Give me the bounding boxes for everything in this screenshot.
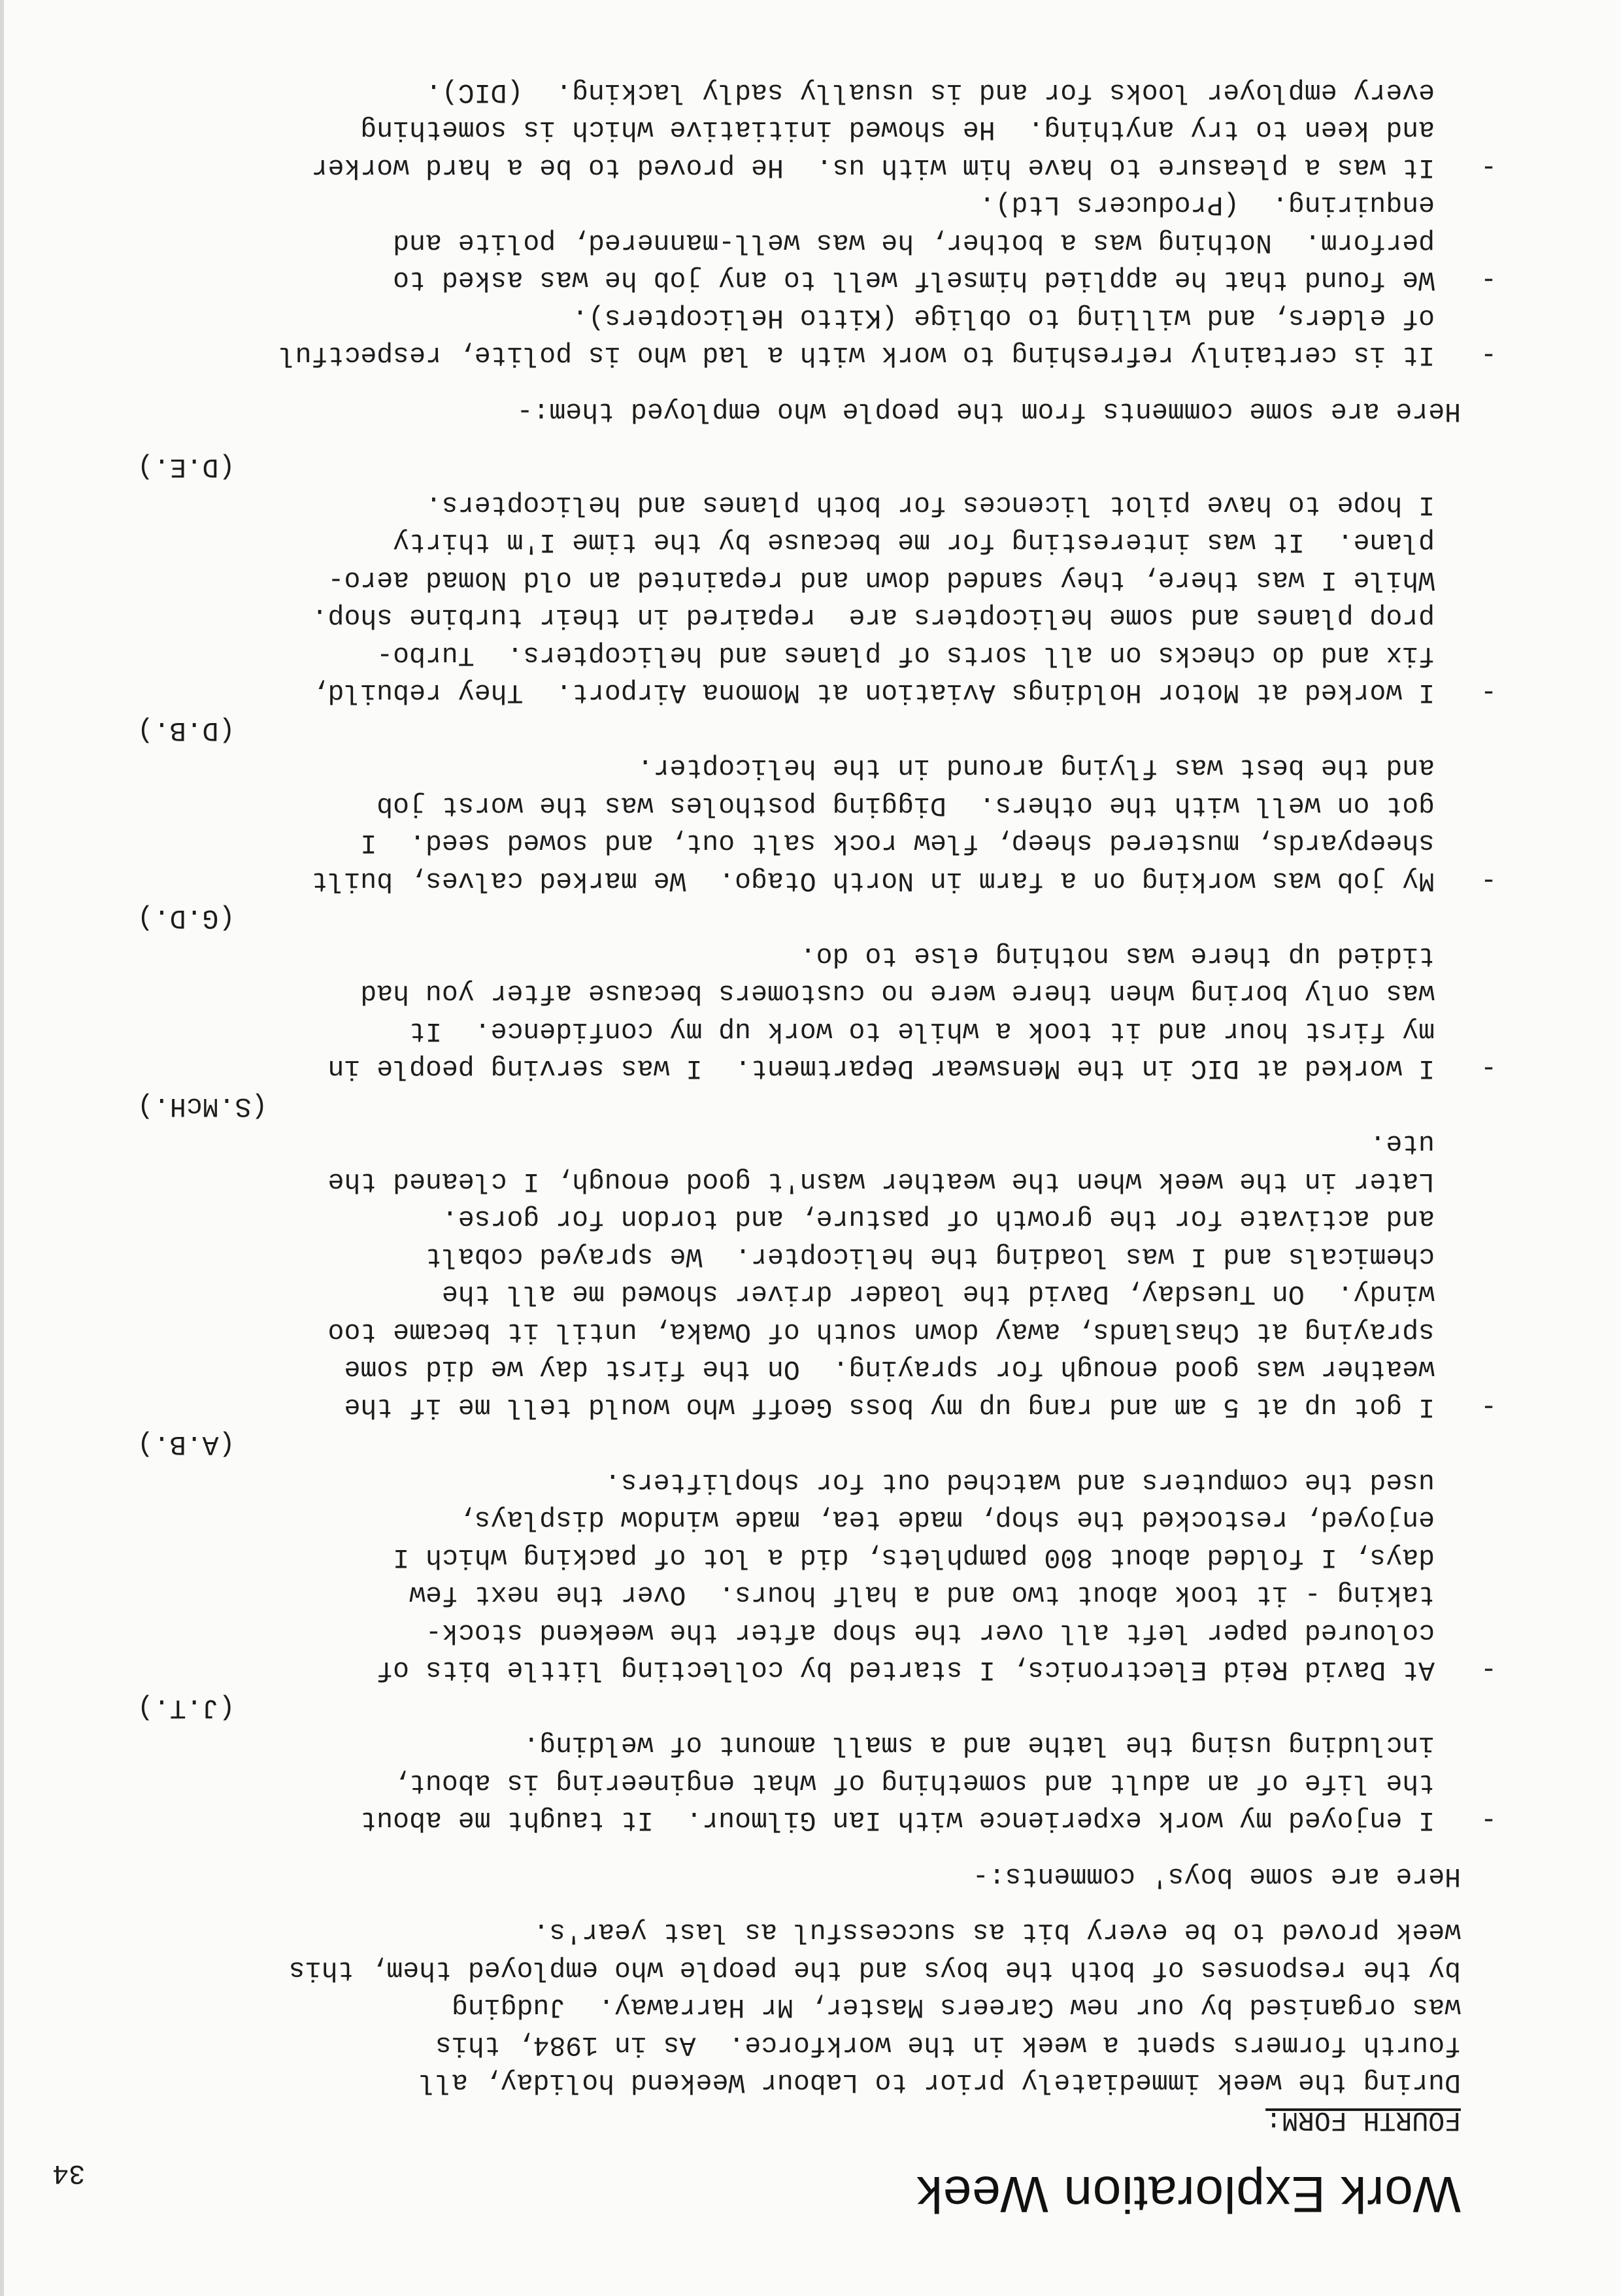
list-dash: -	[1480, 152, 1497, 182]
list-dash: -	[1480, 677, 1497, 708]
page-number: 34	[52, 2157, 86, 2189]
employer-comment	[118, 73, 1497, 186]
employer-comments-list	[118, 73, 1497, 374]
intro-paragraph: During the week immediately prior to Labour Weekend holiday, all fourth formers spent a week in the workforce. As in 1984, this was organised by our new Careers Master, Mr Harraway. Judging by the responses of both the boys and the people who employed them, this week proved to be every bit as successful as last year's.	[288, 1916, 1461, 2098]
list-dash: -	[1480, 1053, 1497, 1084]
boy-comment	[118, 711, 1497, 900]
comment-text: I enjoyed my work experience with Ian Gilmour. It taught me about the life of an adult and something of what engineering is about, including using the lathe and a small amount of welding.	[360, 1729, 1435, 1836]
comment-signature: (D.B.)	[137, 715, 235, 745]
list-dash: -	[1480, 865, 1497, 896]
employer-comments-heading: Here are some comments from the people who employed them:-	[516, 396, 1461, 426]
boys-comments-list	[118, 448, 1497, 1839]
comment-signature: (J.T.)	[137, 1692, 235, 1723]
scan-edge	[0, 0, 4, 2296]
employer-comment	[118, 299, 1497, 374]
comment-signature: (A.B.)	[137, 1428, 235, 1460]
boys-comments-heading: Here are some boys' comments:-	[972, 1861, 1461, 1891]
boy-comment	[118, 1087, 1497, 1426]
comment-text: I got up at 5 am and rang up my boss Geoff who would tell me if the weather was good enough for spraying. On the first day we did some spraying at Chaslands, away down south of Owaka, until it became too windy. On Tuesday, David the loader driver showed me all the chemicals and I was loading the helicopter. We sprayed cobalt and activate for the growth of pasture, and tordon for gorse. Later in the week when the weather wasn't good enough, I cleaned the ute.	[327, 1128, 1435, 1422]
comment-signature: (D.E.)	[137, 451, 235, 482]
list-dash: -	[1480, 339, 1497, 371]
list-dash: -	[1480, 1654, 1497, 1685]
section-heading	[118, 2101, 1461, 2139]
section-heading-text: FOURTH FORM:	[1265, 2104, 1461, 2135]
comment-text: I worked at Motor Holdings Aviation at Momona Airport. They rebuild, fix and do checks on all sorts of planes and helicopters. Turbo- prop planes and some helicopters are repaired in their turbine shop. While I was there, they sanded down and repainted an old Nomad aero- plane. It was interesting for me because by the time I'm thirty I hope to have pilot licences for both planes and helicopters.	[311, 489, 1435, 708]
comment-text: At David Reid Electronics, I started by collecting little bits of coloured paper left all over the shop after the weekend stock- taking - it took about two and a half hours. Over the next few days, I folded about 800 pamphlets, did a lot of packing which I enjoyed, restocked the shop, made tea, made window displays, used the computers and watched out for shoplifters.	[376, 1466, 1435, 1685]
page-content	[118, 73, 1497, 2225]
boy-comment	[118, 448, 1497, 711]
comment-text: It was a pleasure to have him with us. He proved to be a hard worker and keen to try anything. He showed initiative which is something every employer looks for and is usually sadly lacking. (DIC).	[311, 76, 1435, 182]
boy-comment	[118, 899, 1497, 1087]
comment-text: We found that he applied himself well to any job he was asked to perform. Nothing was a bother, he was well-mannered, polite and enquiring. (Producers Ltd).	[393, 189, 1435, 295]
list-dash: -	[1480, 1804, 1497, 1836]
comment-text: I worked at DIC in the Menswear Department. I was serving people in my first hour and it took a while to work up my confidence. It was only boring when there were no customers because after you had tidied up there was nothing else to do.	[327, 940, 1435, 1084]
boy-comment	[118, 1425, 1497, 1689]
page-title: Work Exploration Week	[916, 2166, 1461, 2223]
comment-text: My job was working on a farm in North Otago. We marked calves, built sheepyards, mustered sheep, flew rock salt out, and sowed seed. I got on well with the others. Digging postholes was the worst job and the best was flying around in the helicopter.	[311, 752, 1435, 896]
list-dash: -	[1480, 1391, 1497, 1422]
list-dash: -	[1480, 264, 1497, 295]
boy-comment	[118, 1689, 1497, 1839]
comment-signature: (S.McH.)	[137, 1090, 268, 1121]
comment-signature: (G.D.)	[137, 902, 235, 934]
employer-comment	[118, 186, 1497, 299]
comment-text: It is certainly refreshing to work with a lad who is polite, respectful of elders, and willing to oblige (Kitto Helicopters).	[278, 302, 1435, 371]
